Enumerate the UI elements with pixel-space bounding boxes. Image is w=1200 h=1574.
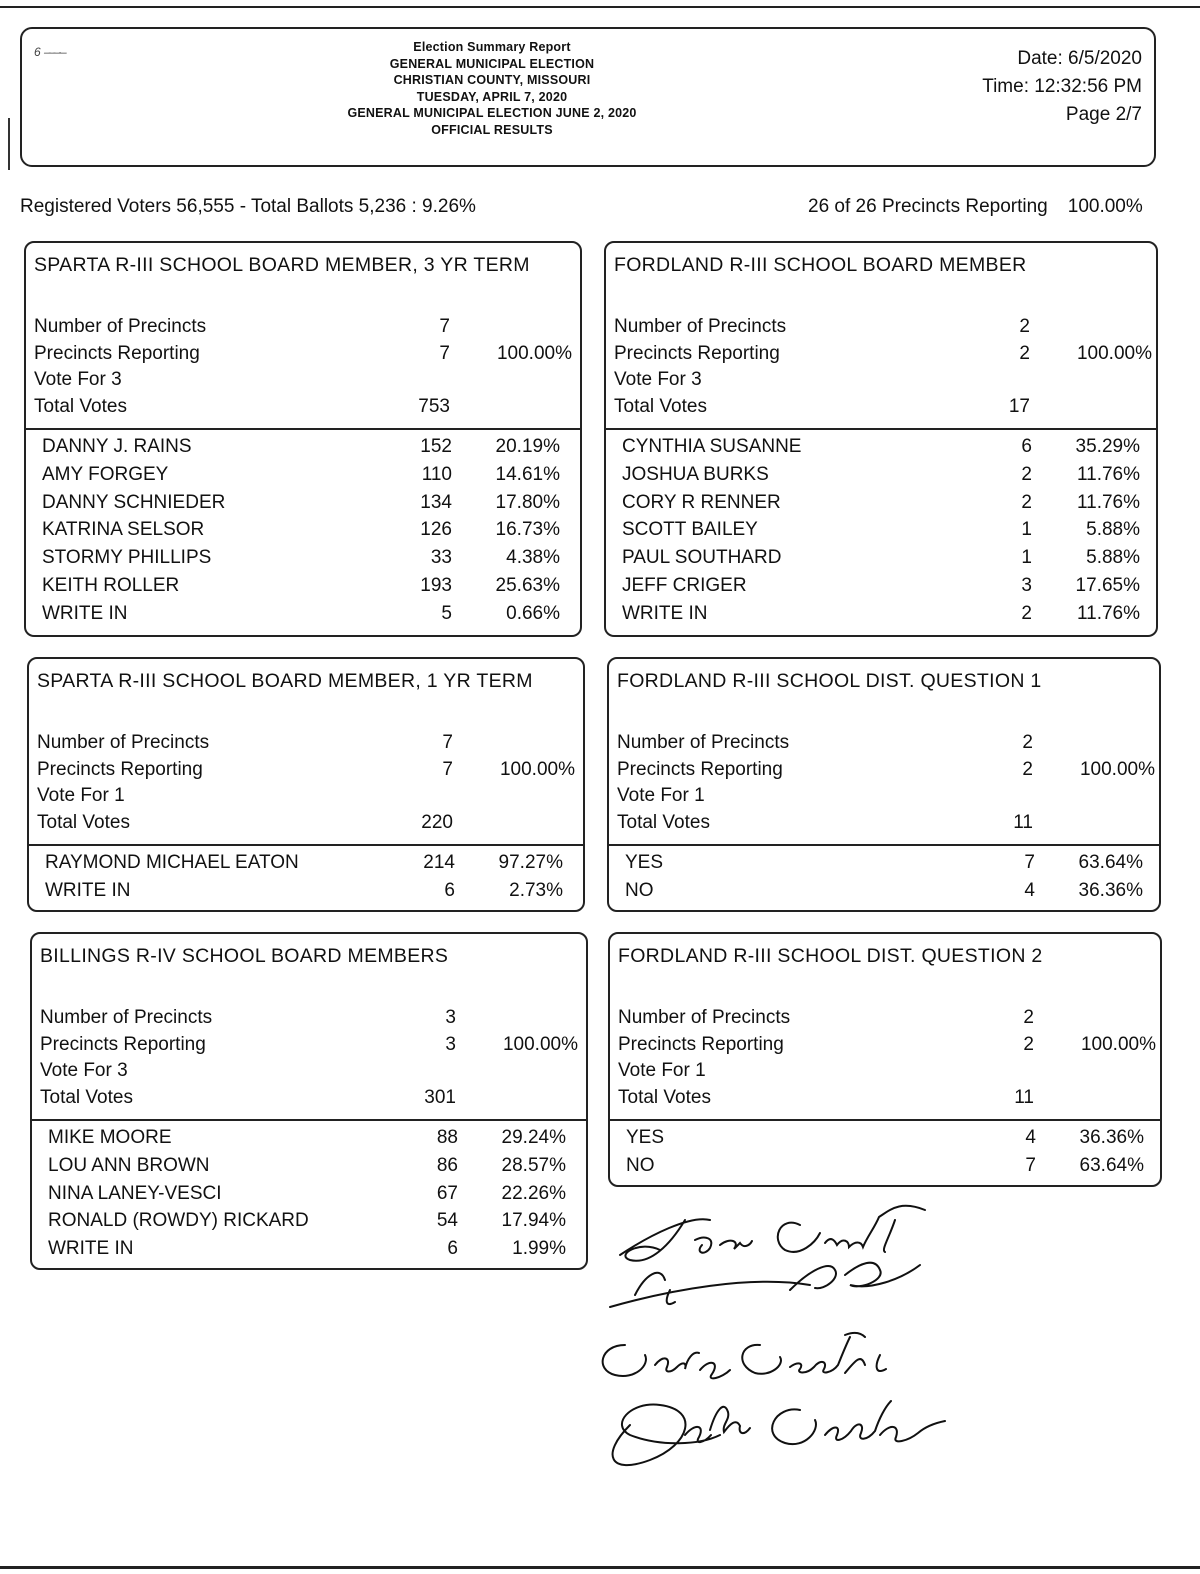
stat-percent: 100.00% <box>496 342 572 364</box>
stat-label: Total Votes <box>34 395 127 417</box>
candidate-name: DANNY J. RAINS <box>42 436 192 457</box>
contest-box <box>30 932 588 1270</box>
candidate-percent: 25.63% <box>495 574 560 596</box>
signatures <box>590 1195 950 1485</box>
candidate-row <box>606 436 1156 464</box>
stat-label: Total Votes <box>617 811 710 833</box>
candidate-votes: 7 <box>1024 852 1035 873</box>
precincts-reporting-text: 26 of 26 Precincts Reporting <box>808 196 1048 217</box>
candidate-name: LOU ANN BROWN <box>48 1154 210 1176</box>
stat-label: Vote For 3 <box>614 369 702 390</box>
candidate-list <box>610 1127 1160 1183</box>
candidate-row <box>26 575 580 603</box>
stat-label: Vote For 1 <box>618 1060 706 1081</box>
candidate-percent: 17.94% <box>501 1210 566 1232</box>
contest-title: FORDLAND R-III SCHOOL DIST. QUESTION 2 <box>618 945 1043 967</box>
report-title: Election Summary Report <box>413 40 571 54</box>
stat-label: Total Votes <box>614 395 707 417</box>
candidate-row <box>609 880 1159 908</box>
candidate-row <box>606 547 1156 575</box>
candidate-votes: 5 <box>441 602 452 624</box>
candidate-row <box>606 464 1156 492</box>
candidate-votes: 2 <box>1021 602 1032 624</box>
candidate-name: YES <box>626 1127 665 1148</box>
contest-stats <box>610 1007 1160 1113</box>
stat-label: Number of Precincts <box>617 732 790 753</box>
stat-label: Precincts Reporting <box>34 342 200 364</box>
candidate-row <box>29 880 583 908</box>
candidate-name: KEITH ROLLER <box>42 574 180 596</box>
candidate-name: RAYMOND MICHAEL EATON <box>45 852 299 873</box>
candidate-votes: 33 <box>430 547 452 569</box>
candidate-name: RONALD (ROWDY) RICKARD <box>48 1210 309 1232</box>
candidate-row <box>26 519 580 547</box>
total-votes-row <box>32 1087 586 1114</box>
candidate-name: DANNY SCHNIEDER <box>42 491 226 513</box>
candidate-percent: 11.76% <box>1076 602 1140 624</box>
stat-label: Precincts Reporting <box>37 758 203 780</box>
vote-for-row <box>26 369 580 396</box>
number-of-precincts-row <box>609 732 1159 759</box>
candidate-percent: 17.80% <box>495 491 560 513</box>
candidate-list <box>32 1127 586 1266</box>
contest-title: FORDLAND R-III SCHOOL BOARD MEMBER <box>614 254 1027 276</box>
vote-for-row <box>609 785 1159 812</box>
election-name: GENERAL MUNICIPAL ELECTION <box>389 56 595 71</box>
candidate-row <box>32 1210 586 1238</box>
stat-value: 301 <box>424 1086 456 1108</box>
total-votes-row <box>26 396 580 423</box>
candidate-row <box>610 1127 1160 1155</box>
candidate-row <box>26 464 580 492</box>
stat-value: 3 <box>445 1007 456 1028</box>
candidate-percent: 4.38% <box>506 547 560 569</box>
stat-value: 220 <box>421 811 453 833</box>
candidate-votes: 6 <box>444 879 455 901</box>
stat-value: 7 <box>439 316 450 337</box>
precincts-reporting-summary <box>808 196 1143 218</box>
total-votes-row <box>609 812 1159 839</box>
stat-label: Number of Precincts <box>618 1007 791 1028</box>
precincts-reporting-row <box>610 1034 1160 1061</box>
stat-percent: 100.00% <box>499 758 575 780</box>
candidate-list <box>29 852 583 908</box>
candidate-percent: 63.64% <box>1078 852 1143 873</box>
report-title-block <box>272 39 712 138</box>
stat-label: Precincts Reporting <box>614 342 780 364</box>
contest-divider <box>29 844 583 846</box>
candidate-votes: 54 <box>436 1210 458 1232</box>
candidate-row <box>606 603 1156 631</box>
candidate-percent: 17.65% <box>1075 574 1140 596</box>
candidate-list <box>606 436 1156 631</box>
candidate-votes: 86 <box>436 1154 458 1176</box>
candidate-percent: 1.99% <box>512 1238 566 1260</box>
stat-value: 7 <box>442 758 453 780</box>
candidate-row <box>26 492 580 520</box>
candidate-percent: 5.88% <box>1086 547 1140 569</box>
vote-for-row <box>32 1060 586 1087</box>
candidate-row <box>610 1155 1160 1183</box>
candidate-percent: 0.66% <box>506 602 560 624</box>
number-of-precincts-row <box>29 732 583 759</box>
precincts-reporting-row <box>606 343 1156 370</box>
candidate-votes: 2 <box>1021 491 1032 513</box>
report-meta <box>982 45 1142 129</box>
stat-label: Total Votes <box>40 1086 133 1108</box>
number-of-precincts-row <box>610 1007 1160 1034</box>
stat-percent: 100.00% <box>1076 342 1152 364</box>
report-date: Date: 6/5/2020 <box>1017 48 1142 69</box>
stat-percent: 100.00% <box>1079 758 1155 780</box>
candidate-row <box>26 436 580 464</box>
contest-stats <box>606 316 1156 422</box>
contest-box <box>24 241 582 637</box>
candidate-percent: 28.57% <box>501 1154 566 1176</box>
candidate-row <box>32 1238 586 1266</box>
candidate-name: CYNTHIA SUSANNE <box>622 436 802 457</box>
candidate-percent: 20.19% <box>495 436 560 457</box>
stat-label: Vote For 1 <box>617 785 705 806</box>
candidate-votes: 67 <box>436 1182 458 1204</box>
stat-label: Precincts Reporting <box>617 758 783 780</box>
bottom-rule <box>0 1566 1200 1569</box>
contest-title: FORDLAND R-III SCHOOL DIST. QUESTION 1 <box>617 670 1042 692</box>
stat-label: Vote For 3 <box>34 369 122 390</box>
candidate-percent: 16.73% <box>495 519 560 541</box>
contest-stats <box>32 1007 586 1113</box>
stat-percent: 100.00% <box>1080 1033 1156 1055</box>
precincts-reporting-row <box>26 343 580 370</box>
candidate-percent: 36.36% <box>1079 1127 1144 1148</box>
contest-divider <box>610 1119 1160 1121</box>
stat-label: Total Votes <box>618 1086 711 1108</box>
candidate-percent: 11.76% <box>1076 491 1140 513</box>
contest-divider <box>606 428 1156 430</box>
stat-label: Precincts Reporting <box>40 1033 206 1055</box>
candidate-percent: 11.76% <box>1076 463 1140 485</box>
candidate-row <box>32 1183 586 1211</box>
candidate-row <box>606 575 1156 603</box>
precincts-reporting-pct: 100.00% <box>1067 196 1143 217</box>
contest-divider <box>26 428 580 430</box>
candidate-name: NO <box>626 1154 655 1176</box>
candidate-name: AMY FORGEY <box>42 463 169 485</box>
candidate-name: JOSHUA BURKS <box>622 463 769 485</box>
top-rule <box>0 6 1200 8</box>
election-subtitle: GENERAL MUNICIPAL ELECTION JUNE 2, 2020 <box>347 106 637 120</box>
candidate-votes: 193 <box>420 574 452 596</box>
candidate-percent: 36.36% <box>1078 879 1143 901</box>
vote-for-row <box>29 785 583 812</box>
candidate-percent: 14.61% <box>495 463 560 485</box>
stat-label: Number of Precincts <box>37 732 210 753</box>
candidate-name: NO <box>625 879 654 901</box>
number-of-precincts-row <box>26 316 580 343</box>
candidate-list <box>26 436 580 631</box>
candidate-row <box>32 1155 586 1183</box>
candidate-votes: 110 <box>421 463 452 485</box>
candidate-votes: 6 <box>447 1238 458 1260</box>
candidate-votes: 4 <box>1024 879 1035 901</box>
stat-value: 17 <box>1008 395 1030 417</box>
candidate-votes: 7 <box>1025 1154 1036 1176</box>
contest-box <box>608 932 1162 1187</box>
contest-title: SPARTA R-III SCHOOL BOARD MEMBER, 3 YR TERM <box>34 254 530 276</box>
candidate-name: YES <box>625 852 664 873</box>
stat-percent: 100.00% <box>502 1033 578 1055</box>
vote-for-row <box>606 369 1156 396</box>
number-of-precincts-row <box>606 316 1156 343</box>
candidate-votes: 3 <box>1021 574 1032 596</box>
candidate-name: STORMY PHILLIPS <box>42 547 212 569</box>
contest-divider <box>32 1119 586 1121</box>
stat-value: 753 <box>418 395 450 417</box>
candidate-percent: 2.73% <box>509 879 563 901</box>
candidate-row <box>26 547 580 575</box>
candidate-name: NINA LANEY-VESCI <box>48 1182 222 1204</box>
contest-divider <box>609 844 1159 846</box>
candidate-row <box>609 852 1159 880</box>
stat-value: 2 <box>1019 316 1030 337</box>
candidate-percent: 29.24% <box>501 1127 566 1148</box>
stat-label: Precincts Reporting <box>618 1033 784 1055</box>
registered-voters-summary: Registered Voters 56,555 - Total Ballots 5,236 : 9.26% <box>20 196 476 217</box>
contest-stats <box>609 732 1159 838</box>
candidate-name: WRITE IN <box>622 602 708 624</box>
candidate-name: MIKE MOORE <box>48 1127 172 1148</box>
stat-value: 2 <box>1023 1033 1034 1055</box>
precincts-reporting-row <box>29 759 583 786</box>
candidate-percent: 35.29% <box>1075 436 1140 457</box>
total-votes-row <box>606 396 1156 423</box>
report-time: Time: 12:32:56 PM <box>982 76 1142 97</box>
stat-label: Number of Precincts <box>34 316 207 337</box>
candidate-name: CORY R RENNER <box>622 491 781 513</box>
candidate-votes: 214 <box>423 852 455 873</box>
number-of-precincts-row <box>32 1007 586 1034</box>
stat-value: 11 <box>1013 811 1033 833</box>
candidate-votes: 88 <box>436 1127 458 1148</box>
stat-value: 2 <box>1022 732 1033 753</box>
stat-value: 3 <box>445 1033 456 1055</box>
stat-label: Total Votes <box>37 811 130 833</box>
page-number: Page 2/7 <box>1065 104 1142 125</box>
candidate-name: WRITE IN <box>45 879 131 901</box>
contest-box <box>27 657 585 912</box>
stat-value: 2 <box>1019 342 1030 364</box>
candidate-percent: 22.26% <box>501 1182 566 1204</box>
stat-value: 7 <box>442 732 453 753</box>
candidate-votes: 126 <box>420 519 452 541</box>
candidate-name: SCOTT BAILEY <box>622 519 758 541</box>
candidate-row <box>606 492 1156 520</box>
candidate-row <box>32 1127 586 1155</box>
candidate-name: WRITE IN <box>48 1238 134 1260</box>
precincts-reporting-row <box>609 759 1159 786</box>
margin-mark <box>8 118 10 170</box>
candidate-name: PAUL SOUTHARD <box>622 547 782 569</box>
candidate-percent: 63.64% <box>1079 1154 1144 1176</box>
candidate-votes: 4 <box>1025 1127 1036 1148</box>
vote-for-row <box>610 1060 1160 1087</box>
stat-value: 7 <box>439 342 450 364</box>
contest-stats <box>26 316 580 422</box>
total-votes-row <box>610 1087 1160 1114</box>
candidate-votes: 2 <box>1021 463 1032 485</box>
candidate-votes: 6 <box>1021 436 1032 457</box>
candidate-votes: 1 <box>1021 519 1032 541</box>
candidate-percent: 97.27% <box>498 852 563 873</box>
candidate-row <box>26 603 580 631</box>
contest-title: BILLINGS R-IV SCHOOL BOARD MEMBERS <box>40 945 449 967</box>
candidate-list <box>609 852 1159 908</box>
contest-box <box>607 657 1161 912</box>
stat-label: Number of Precincts <box>40 1007 213 1028</box>
candidate-row <box>606 519 1156 547</box>
contest-title: SPARTA R-III SCHOOL BOARD MEMBER, 1 YR TERM <box>37 670 533 692</box>
stat-value: 2 <box>1023 1007 1034 1028</box>
candidate-name: JEFF CRIGER <box>622 574 747 596</box>
stat-label: Vote For 3 <box>40 1060 128 1081</box>
candidate-votes: 152 <box>420 436 452 457</box>
candidate-votes: 1 <box>1021 547 1032 569</box>
candidate-percent: 5.88% <box>1086 519 1140 541</box>
contest-stats <box>29 732 583 838</box>
election-date: TUESDAY, APRIL 7, 2020 <box>416 89 568 104</box>
stat-label: Number of Precincts <box>614 316 787 337</box>
stat-label: Vote For 1 <box>37 785 125 806</box>
stat-value: 11 <box>1014 1086 1034 1108</box>
header-scrawl: 6 –––·– <box>34 45 65 59</box>
report-header <box>20 27 1156 167</box>
candidate-name: WRITE IN <box>42 602 128 624</box>
stat-value: 2 <box>1022 758 1033 780</box>
contest-box <box>604 241 1158 637</box>
county-name: CHRISTIAN COUNTY, MISSOURI <box>393 73 591 87</box>
candidate-name: KATRINA SELSOR <box>42 519 205 541</box>
precincts-reporting-row <box>32 1034 586 1061</box>
candidate-votes: 134 <box>420 491 452 513</box>
results-status: OFFICIAL RESULTS <box>431 122 553 137</box>
candidate-row <box>29 852 583 880</box>
total-votes-row <box>29 812 583 839</box>
